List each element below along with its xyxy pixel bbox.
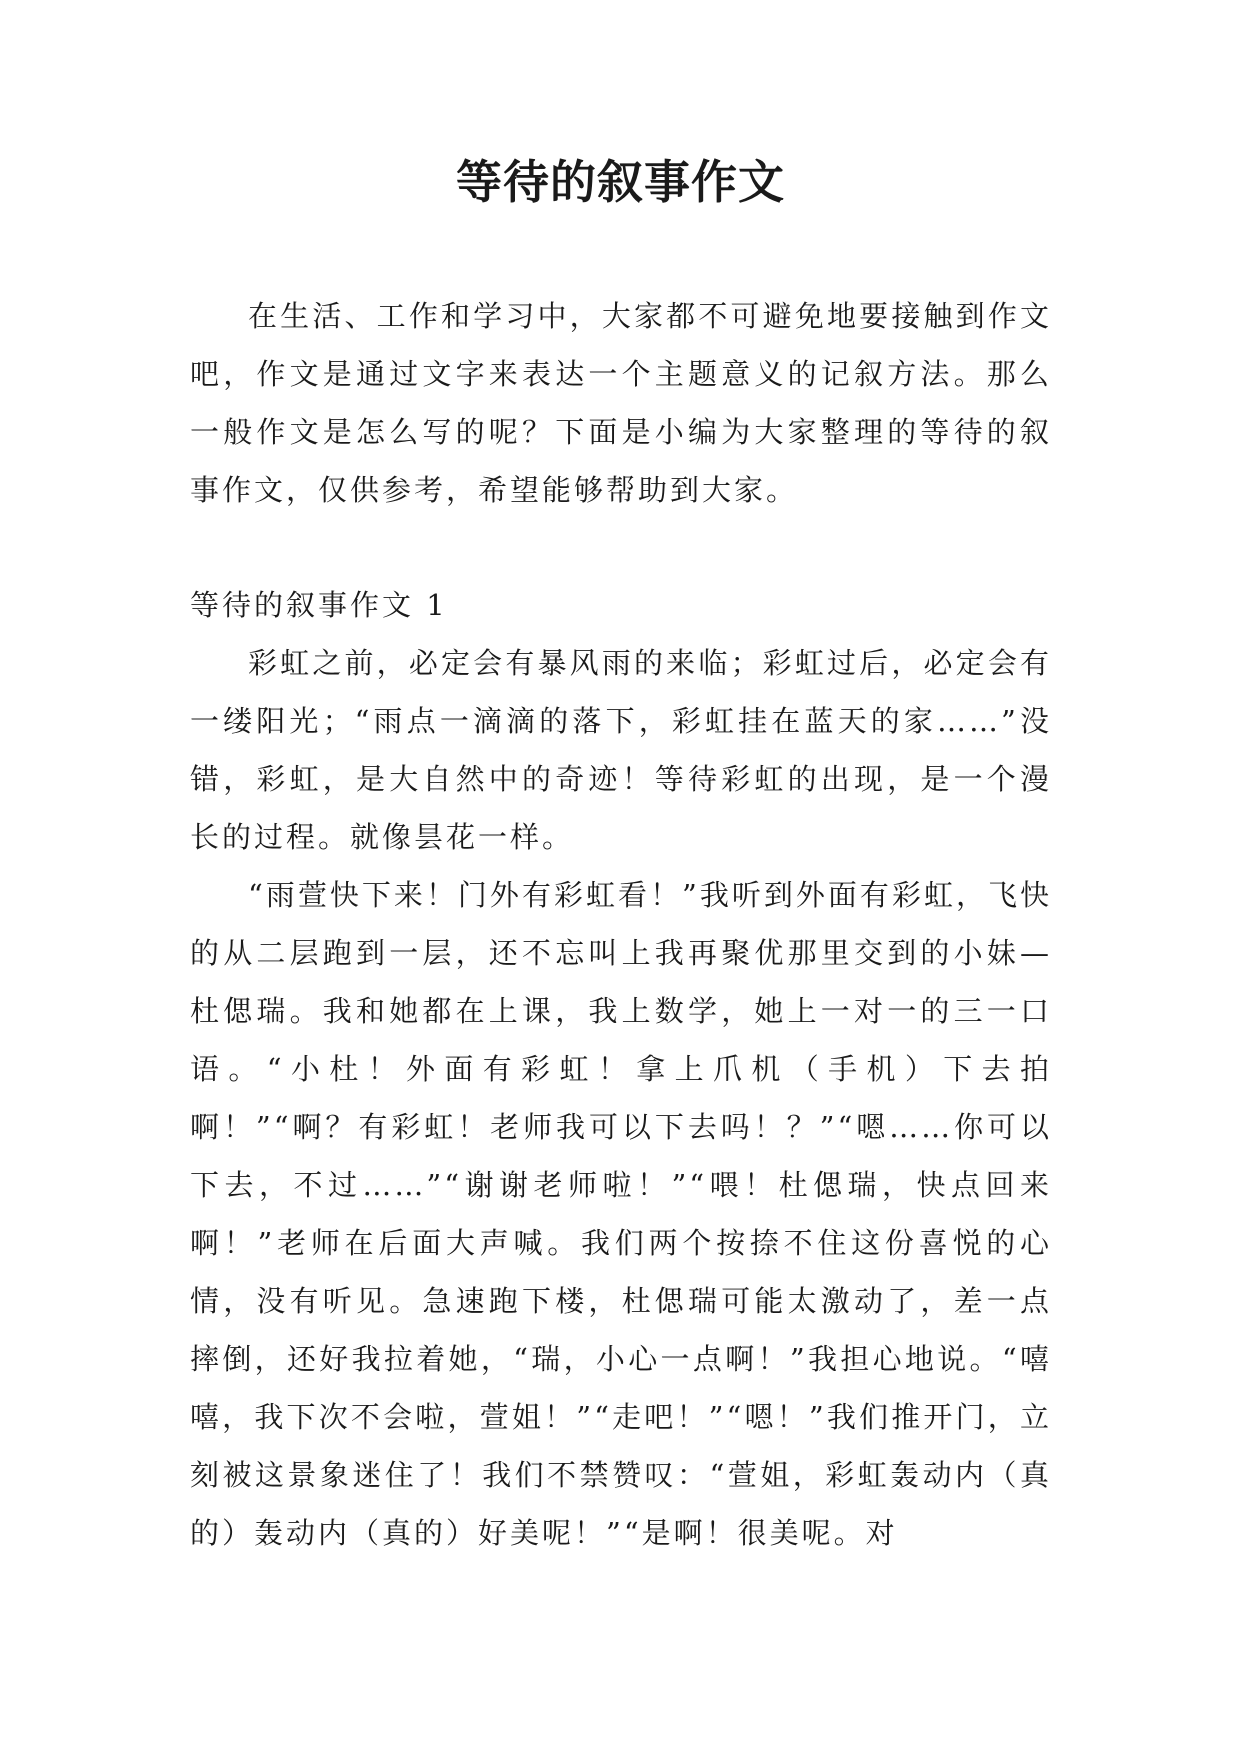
section-title: 等待的叙事作文 1 <box>190 588 448 622</box>
body-paragraph-2: “雨萱快下来！门外有彩虹看！”我听到外面有彩虹，飞快的从二层跑到一层，还不忘叫上我再聚优那里交到的小妹—杜偲瑞。我和她都在上课，我上数学，她上一对一的三一口语。“小杜！外面有彩虹！拿上爪机（手机）下去拍啊！”“啊？有彩虹！老师我可以下去吗！？”“嗯……你可以下去，不过……”“谢谢老师啦！”“喂！杜偲瑞，快点回来啊！”老师在后面大声喊。我们两个按捺不住这份喜悦的心情，没有听见。急速跑下楼，杜偲瑞可能太激动了，差一点摔倒，还好我拉着她，“瑞，小心一点啊！”我担心地说。“嘻嘻，我下次不会啦，萱姐！”“走吧！”“嗯！”我们推开门，立刻被这景象迷住了！我们不禁赞叹：“萱姐，彩虹轰动内（真的）轰动内（真的）好美呢！”“是啊！很美呢。对 <box>190 878 1052 1550</box>
intro-paragraph: 在生活、工作和学习中，大家都不可避免地要接触到作文吧，作文是通过文字来表达一个主题意义的记叙方法。那么一般作文是怎么写的呢？下面是小编为大家整理的等待的叙事作文，仅供参考，希望能够帮助到大家。 <box>190 299 1052 507</box>
body-paragraph-1: 彩虹之前，必定会有暴风雨的来临；彩虹过后，必定会有一缕阳光；“雨点一滴滴的落下，彩虹挂在蓝天的家……”没错，彩虹，是大自然中的奇迹！等待彩虹的出现，是一个漫长的过程。就像昙花一样。 <box>190 646 1052 854</box>
document-title: 等待的叙事作文 <box>456 155 785 209</box>
